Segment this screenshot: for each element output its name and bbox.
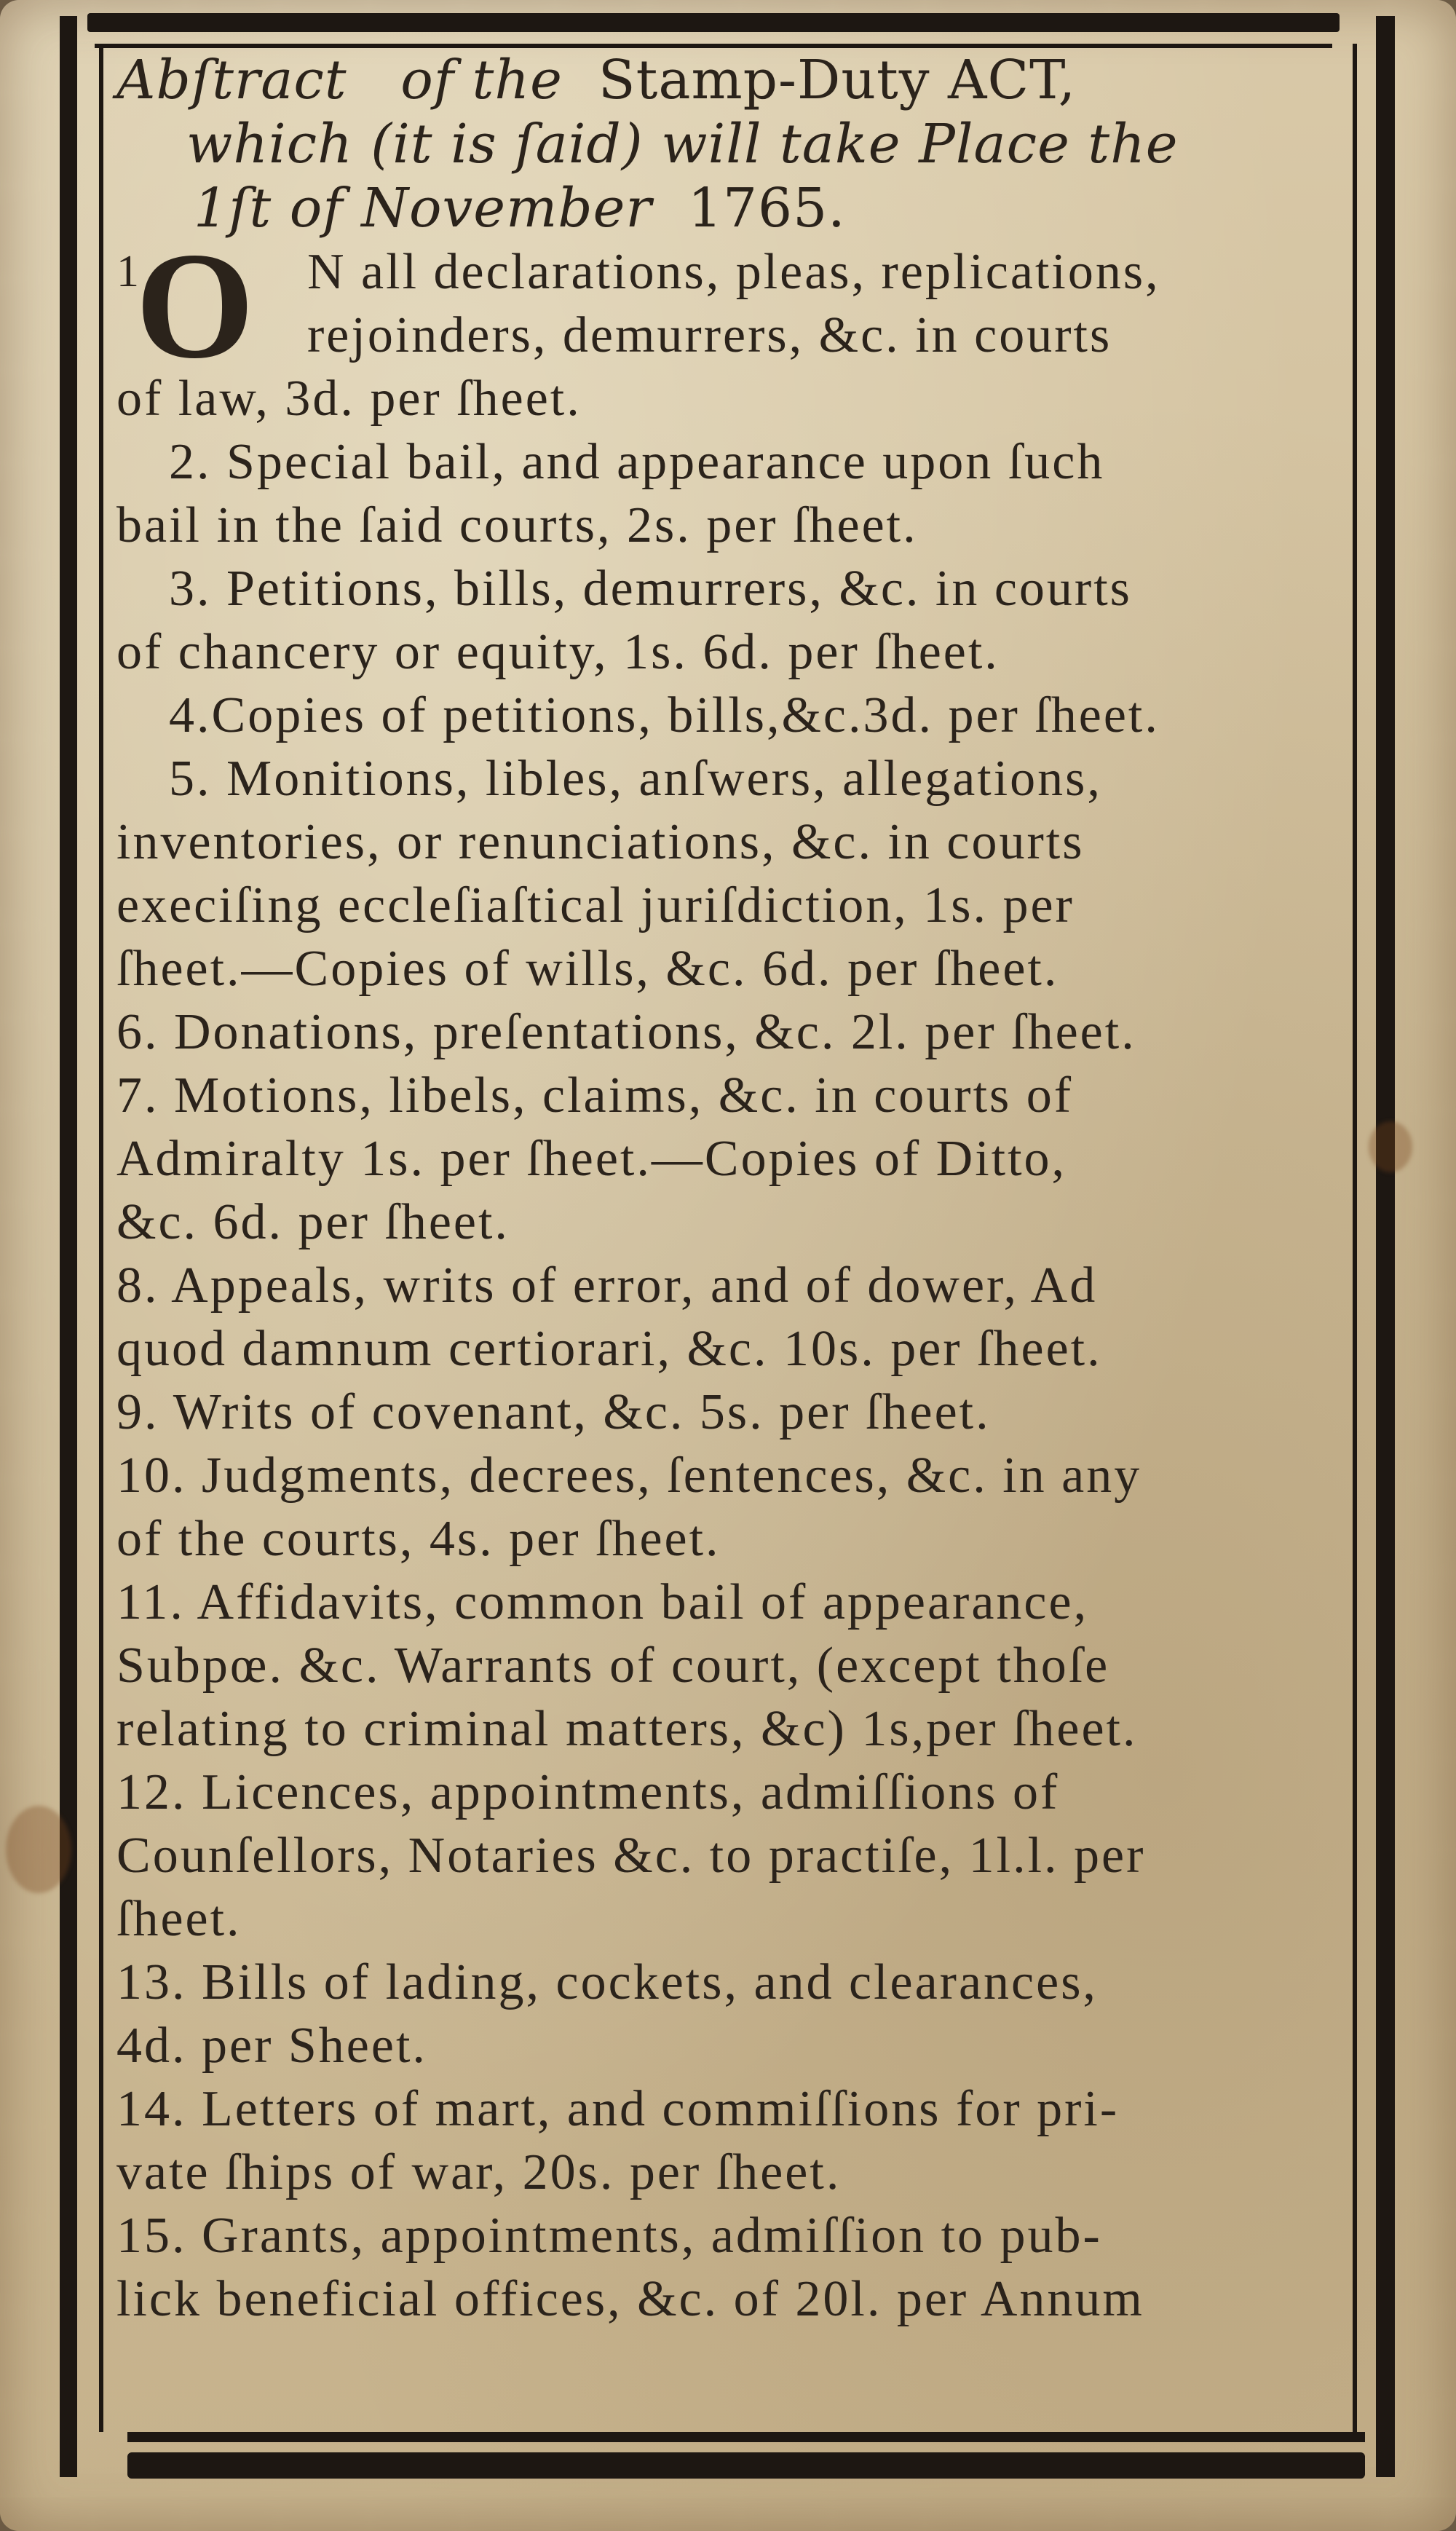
text-line: &c. 6d. per ſheet. (116, 1194, 510, 1250)
document-text (116, 48, 1347, 2331)
right-inner-rule (1353, 44, 1357, 2432)
left-inner-rule (99, 44, 103, 2432)
bottom-inner-rule (127, 2432, 1365, 2442)
bottom-border-rule (127, 2452, 1365, 2479)
text-line: 5. Monitions, libles, anſwers, allegations, (169, 751, 1102, 807)
text-line: 6. Donations, preſentations, &c. 2l. per ſheet. (116, 1004, 1136, 1060)
text-line: 15. Grants, appointments, admiſſion to pub- (116, 2208, 1102, 2264)
text-line: 10. Judgments, decrees, ſentences, &c. in any (116, 1448, 1142, 1504)
text-line: Admiralty 1s. per ſheet.—Copies of Ditto, (116, 1131, 1067, 1187)
drop-cap-letter: O (135, 221, 255, 390)
text-line: 8. Appeals, writs of error, and of dower, Ad (116, 1257, 1098, 1314)
title-year: 1765. (687, 177, 846, 240)
title-line-2: which (it is ſaid) will take Place the (186, 113, 1179, 175)
text-line: 12. Licences, appointments, admiſſions of (116, 1764, 1060, 1820)
title-abstract: Abſtract (116, 49, 347, 111)
title-stamp-duty-act: Stamp-Duty ACT, (598, 49, 1077, 111)
text-line: 4.Copies of petitions, bills,&c.3d. per ſheet. (169, 687, 1160, 743)
text-line: execiſing eccleſiaſtical juriſdiction, 1s. per (116, 877, 1075, 933)
text-line: 3. Petitions, bills, demurrers, &c. in courts (169, 561, 1132, 617)
text-line: 13. Bills of lading, cockets, and clearances, (116, 1954, 1098, 2010)
text-line: of chancery or equity, 1s. 6d. per ſheet. (116, 624, 1000, 680)
text-line: 14. Letters of mart, and commiſſions for pri- (116, 2081, 1120, 2137)
text-line: 7. Motions, libels, claims, &c. in courts of (116, 1067, 1074, 1124)
text-line: relating to criminal matters, &c) 1s,per ſheet. (116, 1701, 1138, 1757)
text-line: lick beneficial offices, &c. of 20l. per Annum (116, 2271, 1144, 2327)
text-line: 4d. per Sheet. (116, 2018, 427, 2074)
ink-stain (1369, 1121, 1412, 1172)
title-date: 1ſt of November (194, 177, 652, 240)
title-line-3 (116, 176, 1347, 240)
paragraph-number: 1 (116, 247, 139, 296)
text-line: of the courts, 4s. per ſheet. (116, 1511, 721, 1567)
text-line: Subpœ. &c. Warrants of court, (except thoſe (116, 1638, 1110, 1694)
body-lines (116, 367, 1347, 2331)
text-line: 2. Special bail, and appearance upon ſuch (169, 434, 1105, 490)
title-of-the: of the (400, 49, 563, 111)
left-border-rule (60, 16, 77, 2477)
ink-stain (6, 1806, 71, 1893)
text-line: N all declarations, pleas, replications, (307, 244, 1160, 300)
text-line: vate ſhips of war, 20s. per ſheet. (116, 2144, 842, 2200)
text-line: 11. Affidavits, common bail of appearance, (116, 1574, 1089, 1630)
text-line: quod damnum certiorari, &c. 10s. per ſheet. (116, 1321, 1102, 1377)
text-line: ſheet. (116, 1891, 242, 1947)
text-line: 9. Writs of covenant, &c. 5s. per ſheet. (116, 1384, 991, 1440)
text-line: Counſellors, Notaries &c. to practiſe, 1l.l. per (116, 1828, 1146, 1884)
text-line: bail in the ſaid courts, 2s. per ſheet. (116, 497, 918, 553)
first-paragraph (116, 221, 1347, 390)
text-line: ſheet.—Copies of wills, &c. 6d. per ſheet. (116, 941, 1059, 997)
top-border-rule (87, 13, 1340, 32)
right-border-rule (1376, 16, 1395, 2477)
title-line-1 (116, 48, 1347, 112)
text-line: rejoinders, demurrers, &c. in courts (307, 307, 1112, 363)
text-line: of law, 3d. per ſheet. (116, 371, 582, 427)
text-line: inventories, or renunciations, &c. in courts (116, 814, 1085, 870)
